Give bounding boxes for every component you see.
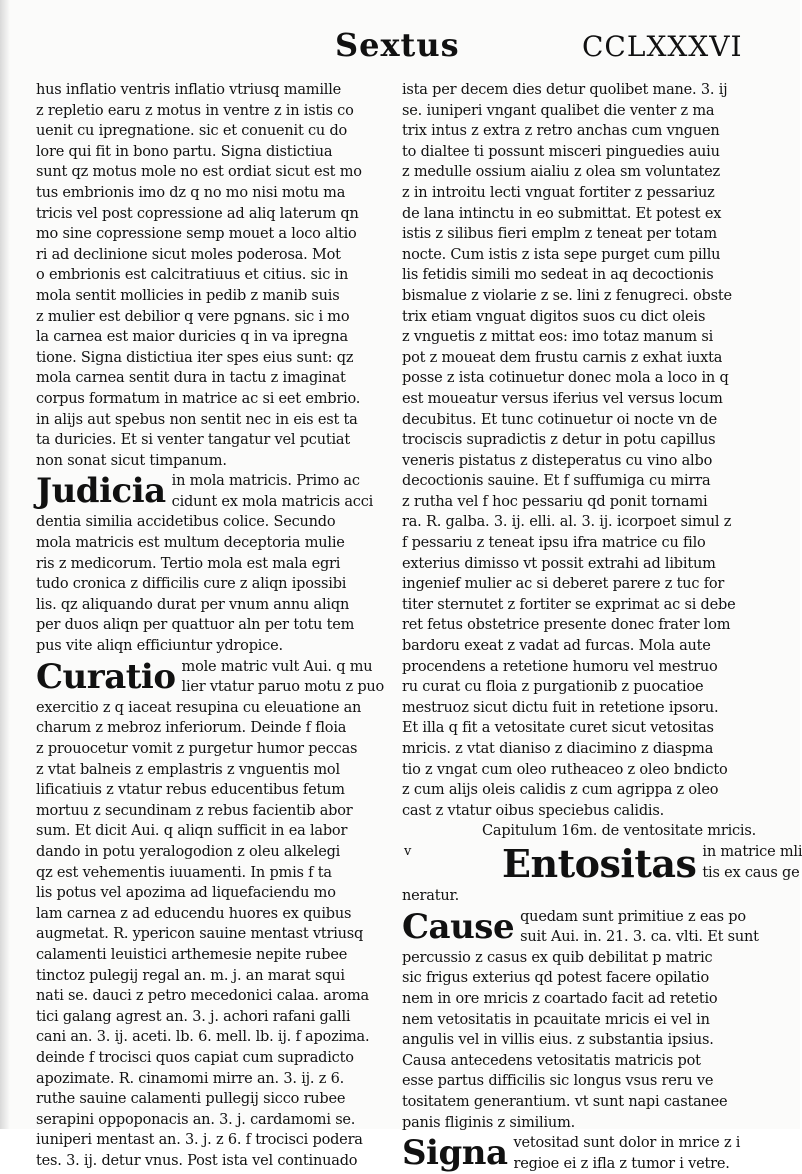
text-line: trociscis supradictis z detur in potu capillus <box>402 432 716 449</box>
text-line: percussio z casus ex quib debilitat p matric <box>402 949 713 966</box>
signa-section <box>402 1133 747 1174</box>
signa-head-lines <box>514 1133 748 1174</box>
text-line: cast z vtatur oibus speciebus calidis. <box>402 802 665 819</box>
text-line: tricis vel post copressione ad aliq laterum qn <box>36 205 359 222</box>
text-line: ruthe sauine calamenti pullegij sicco rubee <box>36 1091 346 1108</box>
cause-head-lines <box>520 907 759 948</box>
cause-heading: Cause <box>402 906 515 947</box>
text-line: Causa antecedens vetositatis matricis pot <box>402 1052 701 1069</box>
text-line: panis fliginis z similium. <box>402 1114 576 1131</box>
text-line: tositatem generantium. vt sunt napi castanee <box>402 1093 728 1110</box>
text-line: nocte. Cum istis z ista sepe purget cum pillu <box>402 246 721 263</box>
text-line: de lana intinctu in eo submittat. Et potest ex <box>402 205 722 222</box>
text-line: ingenief mulier ac si deberet parere z tuc for <box>402 576 725 593</box>
text-line: nem in ore mricis z coartado facit ad retetio <box>402 990 718 1007</box>
text-line: serapini oppoponacis an. 3. j. cardamomi se. <box>36 1111 356 1128</box>
curatio-text <box>36 698 398 1172</box>
text-line: deinde f trocisci quos capiat cum supradicto <box>36 1049 354 1066</box>
text-line: cani an. 3. ij. aceti. lb. 6. mell. lb. ij. f apozima. <box>36 1029 370 1046</box>
text-line: mola carnea sentit dura in tactu z imaginat <box>36 370 346 387</box>
text-line: per duos aliqn per quattuor aln per totu tem <box>36 617 355 634</box>
text-line: z vnguetis z mittat eos: imo totaz manum si <box>402 329 714 346</box>
text-line: calamenti leuistici arthemesie nepite rubee <box>36 946 348 963</box>
text-line: sunt qz motus mole no est ordiat sicut est mo <box>36 164 362 181</box>
text-line: ta duricies. Et si venter tangatur vel pcutiat <box>36 432 350 449</box>
text-line: mestruoz sicut dictu fuit in retetione ipsoru. <box>402 699 719 716</box>
text-line: tione. Signa distictiua iter spes eius sunt: qz <box>36 349 354 366</box>
text-line: z prouocetur vomit z purgetur humor peccas <box>36 741 358 757</box>
text-line: lis. qz aliquando durat per vnum annu aliqn <box>36 596 350 613</box>
text-line: hus inflatio ventris inflatio vtriusq mamille <box>36 82 342 98</box>
chapter-rubric <box>402 821 757 842</box>
text-line: in matrice mli <box>702 843 802 860</box>
text-line: corpus formatum in matrice ac si eet embrio. <box>36 390 361 407</box>
entositas-head-lines <box>702 842 802 883</box>
text-line: ru curat cu floia z purgationib z puocatioe <box>402 679 704 696</box>
text-line: cidunt ex mola matricis acci <box>171 493 374 510</box>
text-line: ri ad declinione sicut moles poderosa. Mot <box>36 246 341 263</box>
text-line: lam carnea z ad educendu huores ex quibus <box>36 905 352 922</box>
text-line: to dialtee ti possunt misceri pinguedies auiu <box>402 143 720 160</box>
text-line: mola sentit mollicies in pedib z manib suis <box>36 287 340 304</box>
curatio-section <box>36 657 398 698</box>
text-line: se. iuniperi vngant qualibet die venter z ma <box>402 102 715 119</box>
judicia-text <box>36 512 398 656</box>
text-line: mo sine copressione semp mouet a loco altio <box>36 226 357 243</box>
text-line: ris z medicorum. Tertio mola est mala egri <box>36 555 341 572</box>
text-line: pot z moueat dem frustu carnis z exhat iuxta <box>402 349 723 366</box>
text-line: ista per decem dies detur quolibet mane. 3. ij <box>402 82 728 98</box>
text-line: lier vtatur paruo motu z puo <box>181 679 385 696</box>
text-line: f pessariu z teneat ipsu ifra matrice cu filo <box>402 535 706 552</box>
text-line: z in introitu lecti vnguat fortiter z pessariuz <box>402 184 715 201</box>
text-line: veneris pistatus z disteperatus cu vino albo <box>402 452 713 469</box>
entositas-heading: Entositas <box>502 840 697 886</box>
text-line: procendens a retetione humoru vel mestruo <box>402 658 718 675</box>
text-line: lore qui fit in bono partu. Signa distictiua <box>36 143 333 160</box>
text-line: vetositad sunt dolor in mrice z i <box>513 1135 741 1152</box>
cause-text <box>402 948 747 1133</box>
text-line: mole matric vult Aui. q mu <box>181 658 373 675</box>
text-line: apozimate. R. cinamomi mirre an. 3. ij. z 6. <box>36 1070 345 1087</box>
text-line: trix etiam vnguat digitos suos cu dict oleis <box>402 308 706 325</box>
right-column <box>402 80 802 1174</box>
entositas-section <box>402 840 802 886</box>
text-line: tis ex caus ge <box>702 864 800 881</box>
text-line: dentia similia accidetibus colice. Secundo <box>36 514 336 531</box>
text-line: uenit cu ipregnatione. sic et conuenit cu do <box>36 123 348 140</box>
judicia-section <box>36 471 398 512</box>
page-edge-shadow <box>0 0 10 1129</box>
text-line: trix intus z extra z retro anchas cum vnguen <box>402 123 720 140</box>
folio-number: CCLXXXVI <box>582 30 743 63</box>
text-line: tes. 3. ij. detur vnus. Post ista vel continuado <box>36 1152 358 1169</box>
signa-heading: Signa <box>402 1133 508 1174</box>
text-line: titer sternutet z fortiter se exprimat ac si debe <box>402 596 736 613</box>
text-line: lificatiuis z vtatur rebus educentibus fetum <box>36 782 345 799</box>
text-line: lis potus vel apozima ad liquefaciendu mo <box>36 885 336 902</box>
text-line: nati se. dauci z petro mecedonici calaa. aroma <box>36 988 369 1005</box>
text-line: esse partus difficilis sic longus vsus reru ve <box>402 1073 714 1090</box>
text-line: tinctoz pulegij regal an. m. j. an marat squi <box>36 967 345 984</box>
text-line: lis fetidis simili mo sedeat in aq decoctionis <box>402 267 714 284</box>
text-line: istis z silibus fieri emplm z teneat per totam <box>402 226 717 243</box>
text-line: tus embrionis imo dz q no mo nisi motu ma <box>36 184 346 201</box>
text-line: tici galang agrest an. 3. j. achori rafani galli <box>36 1008 351 1025</box>
cause-section <box>402 906 759 948</box>
text-line: exterius dimisso vt possit extrahi ad libitum <box>402 555 716 572</box>
running-title: Sextus <box>335 26 460 64</box>
text-line: iuniperi mentast an. 3. j. z 6. f trocisci podera <box>36 1132 363 1149</box>
text-line: nem vetositatis in pcauitate mricis ei vel in <box>402 1011 710 1028</box>
text-line: z medulle ossium aialiu z olea sm voluntatez <box>402 164 720 181</box>
margin-mark: v <box>404 843 412 859</box>
text-line: z mulier est debilior q vere pgnans. sic i mo <box>36 308 350 325</box>
text-line: mricis. z vtat dianiso z diacimino z diaspma <box>402 741 714 757</box>
text-line: z rutha vel f hoc pessariu qd ponit tornami <box>402 493 708 510</box>
text-line: ra. R. galba. 3. ij. elli. al. 3. ij. icorpoet simul z <box>402 514 732 531</box>
text-line: sum. Et dicit Aui. q aliqn sufficit in ea labor <box>36 823 348 840</box>
text-line: quedam sunt primitiue z eas po <box>520 908 746 925</box>
text-line: posse z ista cotinuetur donec mola a loco in q <box>402 370 729 387</box>
text-line: dando in potu yeralogodion z oleu alkelegi <box>36 843 341 860</box>
text-line: la carnea est maior duricies q in va ipregna <box>36 329 348 346</box>
text-line: pus vite aliqn efficiuntur ydropice. <box>36 638 283 655</box>
text-line: o embrionis est calcitratiuus et citius. sic in <box>36 267 349 284</box>
judicia-heading: Judicia <box>36 471 166 512</box>
text-line: augmetat. R. ypericon sauine mentast vtriusq <box>36 926 364 943</box>
curatio-head-lines <box>182 657 398 698</box>
text-line: exercitio z q iaceat resupina cu eleuatione an <box>36 699 362 716</box>
entositas-text <box>402 886 747 907</box>
curatio-heading: Curatio <box>36 656 176 697</box>
text-line: bardoru exeat z vadat ad furcas. Mola aute <box>402 638 711 655</box>
text-line: regioe ei z ifla z tumor i vetre. <box>513 1155 730 1172</box>
text-line: mortuu z secundinam z rebus facientib abor <box>36 802 353 819</box>
text-line: suit Aui. in. 21. 3. ca. vlti. Et sunt <box>520 929 759 946</box>
text-line: tudo cronica z difficilis cure z aliqn ipossibi <box>36 576 347 593</box>
text-line: sic frigus exterius qd potest facere opilatio <box>402 970 709 987</box>
text-line: Et illa q fit a vetositate curet sicut vetositas <box>402 720 714 737</box>
left-intro-text <box>36 80 398 471</box>
text-line: z cum alijs oleis calidis z cum agrippa z oleo <box>402 782 719 799</box>
text-line: z repletio earu z motus in ventre z in istis co <box>36 102 354 119</box>
text-line: charum z mebroz inferiorum. Deinde f floia <box>36 720 347 737</box>
text-line: neratur. <box>402 887 460 904</box>
text-line: mola matricis est multum deceptoria mulie <box>36 535 345 552</box>
text-line: in mola matricis. Primo ac <box>171 473 360 490</box>
text-line: in alijs aut spebus non sentit nec in eis est ta <box>36 411 358 428</box>
text-line: z vtat balneis z emplastris z vnguentis mol <box>36 761 340 778</box>
text-line: tio z vngat cum oleo rutheaceo z oleo bndicto <box>402 761 728 778</box>
text-line: bismalue z violarie z se. lini z fenugreci. obste <box>402 287 732 304</box>
text-line: ret fetus obstetrice presente donec frater lom <box>402 617 731 634</box>
text-line: non sonat sicut timpanum. <box>36 452 227 469</box>
text-line: decoctionis sauine. Et f suffumiga cu mirra <box>402 473 711 490</box>
chapter-label: Capitulum 16m. de ventositate mricis. <box>482 823 757 840</box>
text-line: qz est vehementis iuuamenti. In pmis f ta <box>36 864 332 881</box>
judicia-head-lines <box>172 471 398 512</box>
text-line: angulis vel in villis eius. z substantia ipsius. <box>402 1032 714 1049</box>
text-line: decubitus. Et tunc cotinuetur oi nocte vn de <box>402 411 717 428</box>
right-intro-text <box>402 80 747 821</box>
text-line: est moueatur versus iferius vel versus locum <box>402 390 723 407</box>
left-column <box>36 80 398 1171</box>
